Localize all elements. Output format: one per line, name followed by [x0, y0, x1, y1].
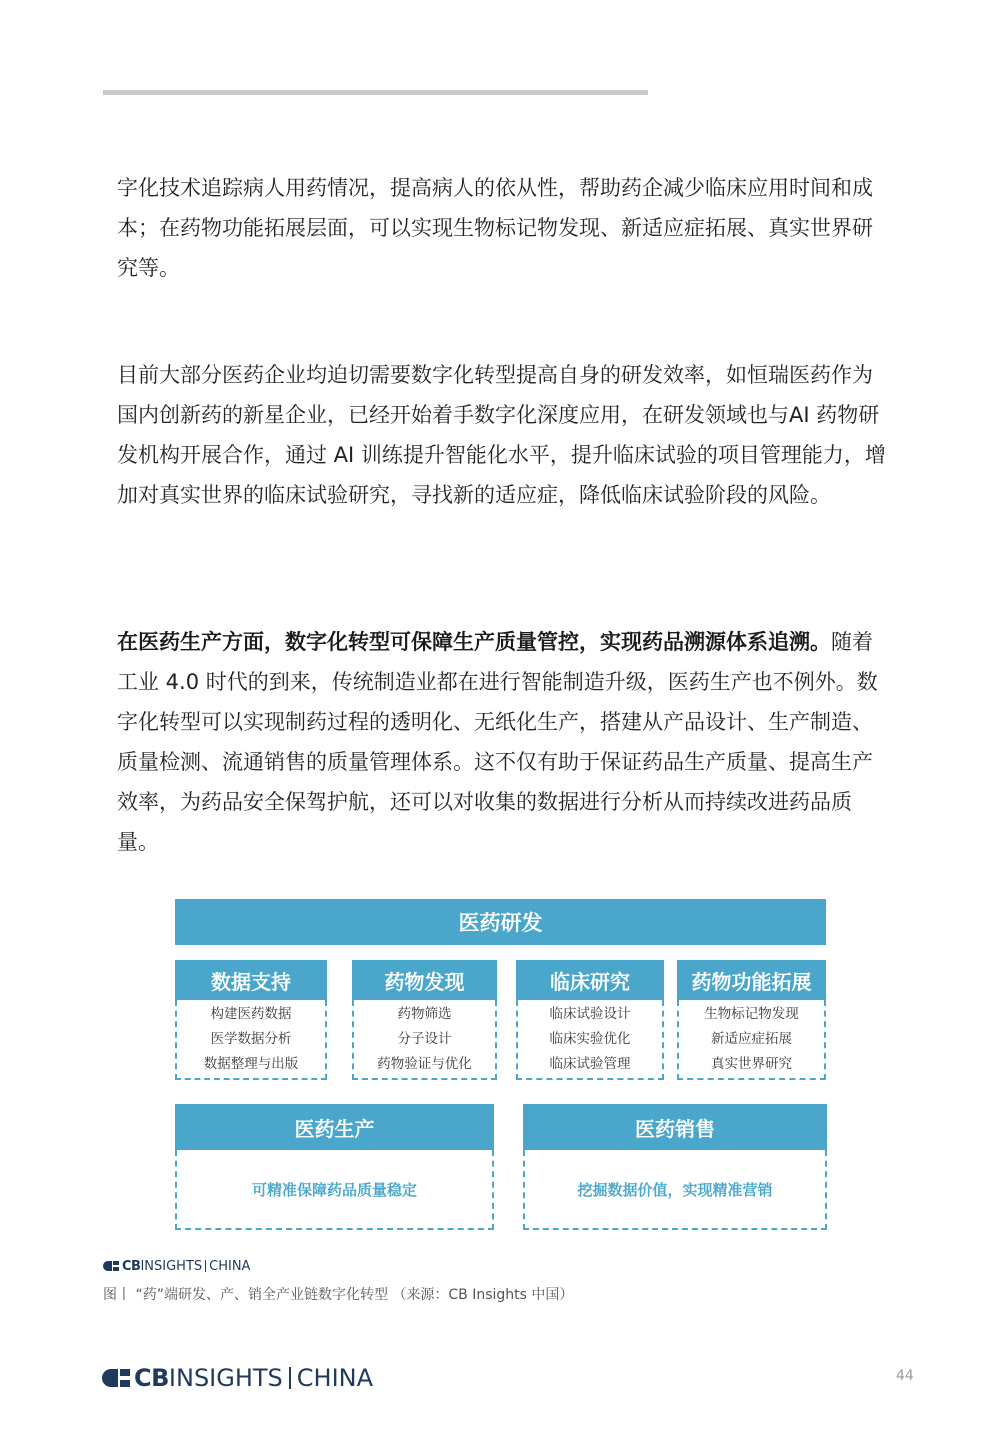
- category-item: 药物验证与优化: [377, 1055, 472, 1072]
- caption-logo-cb: CB: [122, 1258, 141, 1274]
- category-box-data-support: [175, 1000, 327, 1080]
- paragraph-3-lead: 在医药生产方面，数字化转型可保障生产质量管控，实现药品溯源体系追溯。: [117, 630, 831, 654]
- footer-logo-insights: INSIGHTS: [168, 1364, 283, 1392]
- category-item: 临床试验管理: [549, 1055, 631, 1072]
- category-header-data-support: [175, 960, 327, 1000]
- footer-logo-china: CHINA: [296, 1364, 374, 1392]
- footer-logo: [102, 1364, 373, 1392]
- category-item: 医学数据分析: [210, 1030, 292, 1047]
- caption-logo-insights: INSIGHTS: [140, 1258, 203, 1274]
- cb-logo-mark-icon: [102, 1369, 130, 1387]
- production-note: 可精准保障药品质量稳定: [251, 1180, 417, 1199]
- category-header-clinical-research: [516, 960, 664, 1000]
- category-title: 数据支持: [211, 969, 291, 994]
- sales-note: 挖掘数据价值，实现精准营销: [577, 1180, 773, 1199]
- paragraph-1-text: 字化技术追踪病人用药情况，提高病人的依从性，帮助药企减少临床应用时间和成本；在药物功能拓展层面，可以实现生物标记物发现、新适应症拓展、真实世界研究等。: [117, 176, 873, 280]
- sales-title: 医药销售: [635, 1116, 715, 1141]
- caption-logo-separator: [205, 1260, 206, 1272]
- category-item: 临床实验优化: [549, 1030, 631, 1047]
- category-box-drug-discovery: [352, 1000, 497, 1080]
- category-header-drug-function: [677, 960, 826, 1000]
- footer-logo-cb: CB: [134, 1364, 169, 1392]
- category-header-drug-discovery: [352, 960, 497, 1000]
- cb-logo-mark-icon: [103, 1261, 119, 1271]
- rd-title: 医药研发: [458, 911, 543, 935]
- footer-logo-separator: [289, 1367, 291, 1389]
- sales-header: [523, 1104, 827, 1150]
- header-rule: [103, 90, 648, 95]
- page-number: 44: [896, 1368, 914, 1384]
- paragraph-3-text: 随着工业 4.0 时代的到来，传统制造业都在进行智能制造升级，医药生产也不例外。数字化转型可以实现制药过程的透明化、无纸化生产，搭建从产品设计、生产制造、质量检测、流通销售的质量管理体系。这不仅有助于保证药品生产质量、提高生产效率，为药品安全保驾护航，还可以对收集的数据进行分析从而持续改进药品质量。: [117, 630, 878, 854]
- figure-caption: 图丨 “药”端研发、产、销全产业链数字化转型 （来源：CB Insights 中国）: [103, 1287, 574, 1303]
- category-item: 构建医药数据: [210, 1005, 292, 1022]
- category-title: 临床研究: [550, 969, 630, 994]
- caption-logo: [103, 1258, 250, 1274]
- production-box: [175, 1150, 494, 1230]
- category-box-drug-function: [677, 1000, 826, 1080]
- production-header: [175, 1104, 494, 1150]
- sales-box: [523, 1150, 827, 1230]
- category-item: 临床试验设计: [549, 1005, 631, 1022]
- category-item: 分子设计: [397, 1030, 452, 1047]
- caption-logo-china: CHINA: [209, 1258, 251, 1274]
- paragraph-2-text: 目前大部分医药企业均迫切需要数字化转型提高自身的研发效率，如恒瑞医药作为国内创新药的新星企业，已经开始着手数字化深度应用，在研发领域也与AI 药物研发机构开展合作，通过 AI 训练提升智能化水平，提升临床试验的项目管理能力，增加对真实世界的临床试验研究，寻找新的适应症，降低临床试验阶段的风险。: [117, 363, 886, 507]
- category-item: 生物标记物发现: [704, 1005, 799, 1022]
- production-title: 医药生产: [294, 1116, 375, 1141]
- paragraph-1: [117, 168, 887, 288]
- category-box-clinical-research: [516, 1000, 664, 1080]
- category-item: 药物筛选: [397, 1005, 452, 1022]
- category-title: 药物发现: [384, 969, 465, 994]
- category-item: 数据整理与出版: [203, 1055, 299, 1072]
- paragraph-3: [117, 622, 887, 862]
- rd-title-bar: [175, 899, 826, 945]
- category-item: 新适应症拓展: [711, 1030, 792, 1047]
- paragraph-2: [117, 355, 887, 515]
- category-title: 药物功能拓展: [691, 969, 812, 994]
- category-item: 真实世界研究: [711, 1055, 792, 1072]
